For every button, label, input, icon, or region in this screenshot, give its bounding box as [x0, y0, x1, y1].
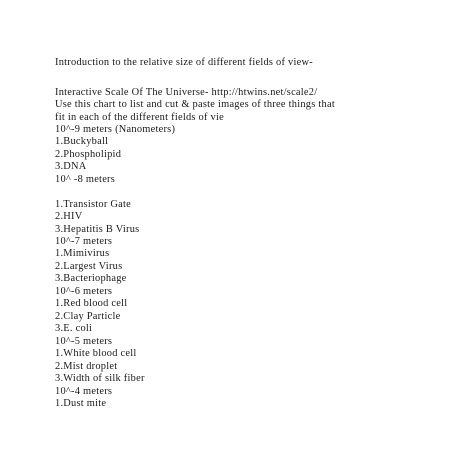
section-10-5 — [55, 336, 145, 386]
section-10-7 — [55, 236, 127, 286]
list-item: 2.Largest Virus — [55, 260, 123, 272]
section-10-6 — [55, 286, 127, 336]
list-item: 2.Phospholipid — [55, 148, 122, 160]
list-item: 3.Hepatitis B Virus — [55, 223, 140, 235]
section-heading: 10^ -8 meters — [55, 174, 116, 185]
list-item: 3.DNA — [55, 161, 87, 173]
list-item: 3.Width of silk fiber — [55, 373, 145, 385]
document-title: Introduction to the relative size of different fields of view- — [55, 57, 313, 68]
intro-line: Use this chart to list and cut & paste images of three things that — [55, 99, 335, 111]
list-item: 1.Buckyball — [55, 136, 109, 148]
intro-paragraph — [55, 87, 435, 124]
list-item: 2.HIV — [55, 211, 83, 223]
section-nanometers — [55, 124, 175, 174]
list-item: 3.Bacteriophage — [55, 273, 127, 285]
section-heading: 10^-9 meters (Nanometers) — [55, 124, 176, 135]
list-item: 1.Dust mite — [55, 398, 107, 410]
list-item: 1.Transistor Gate — [55, 198, 132, 210]
list-item: 2.Clay Particle — [55, 310, 121, 322]
list-item: 2.Mist droplet — [55, 360, 118, 372]
intro-line: Interactive Scale Of The Universe- http://htwins.net/scale2/ — [55, 87, 318, 98]
section-heading: 10^-7 meters — [55, 236, 113, 247]
list-item: 1.Red blood cell — [55, 298, 128, 310]
list-item: 1.Mimivirus — [55, 248, 110, 260]
list-item: 1.White blood cell — [55, 348, 137, 360]
section-10-4 — [55, 386, 112, 411]
list-item: 3.E. coli — [55, 323, 93, 335]
intro-line: fit in each of the different fields of vie — [55, 111, 224, 123]
section-10-8 — [55, 174, 139, 236]
section-heading: 10^-6 meters — [55, 286, 113, 297]
section-heading: 10^-4 meters — [55, 386, 113, 397]
section-heading: 10^-5 meters — [55, 336, 113, 347]
